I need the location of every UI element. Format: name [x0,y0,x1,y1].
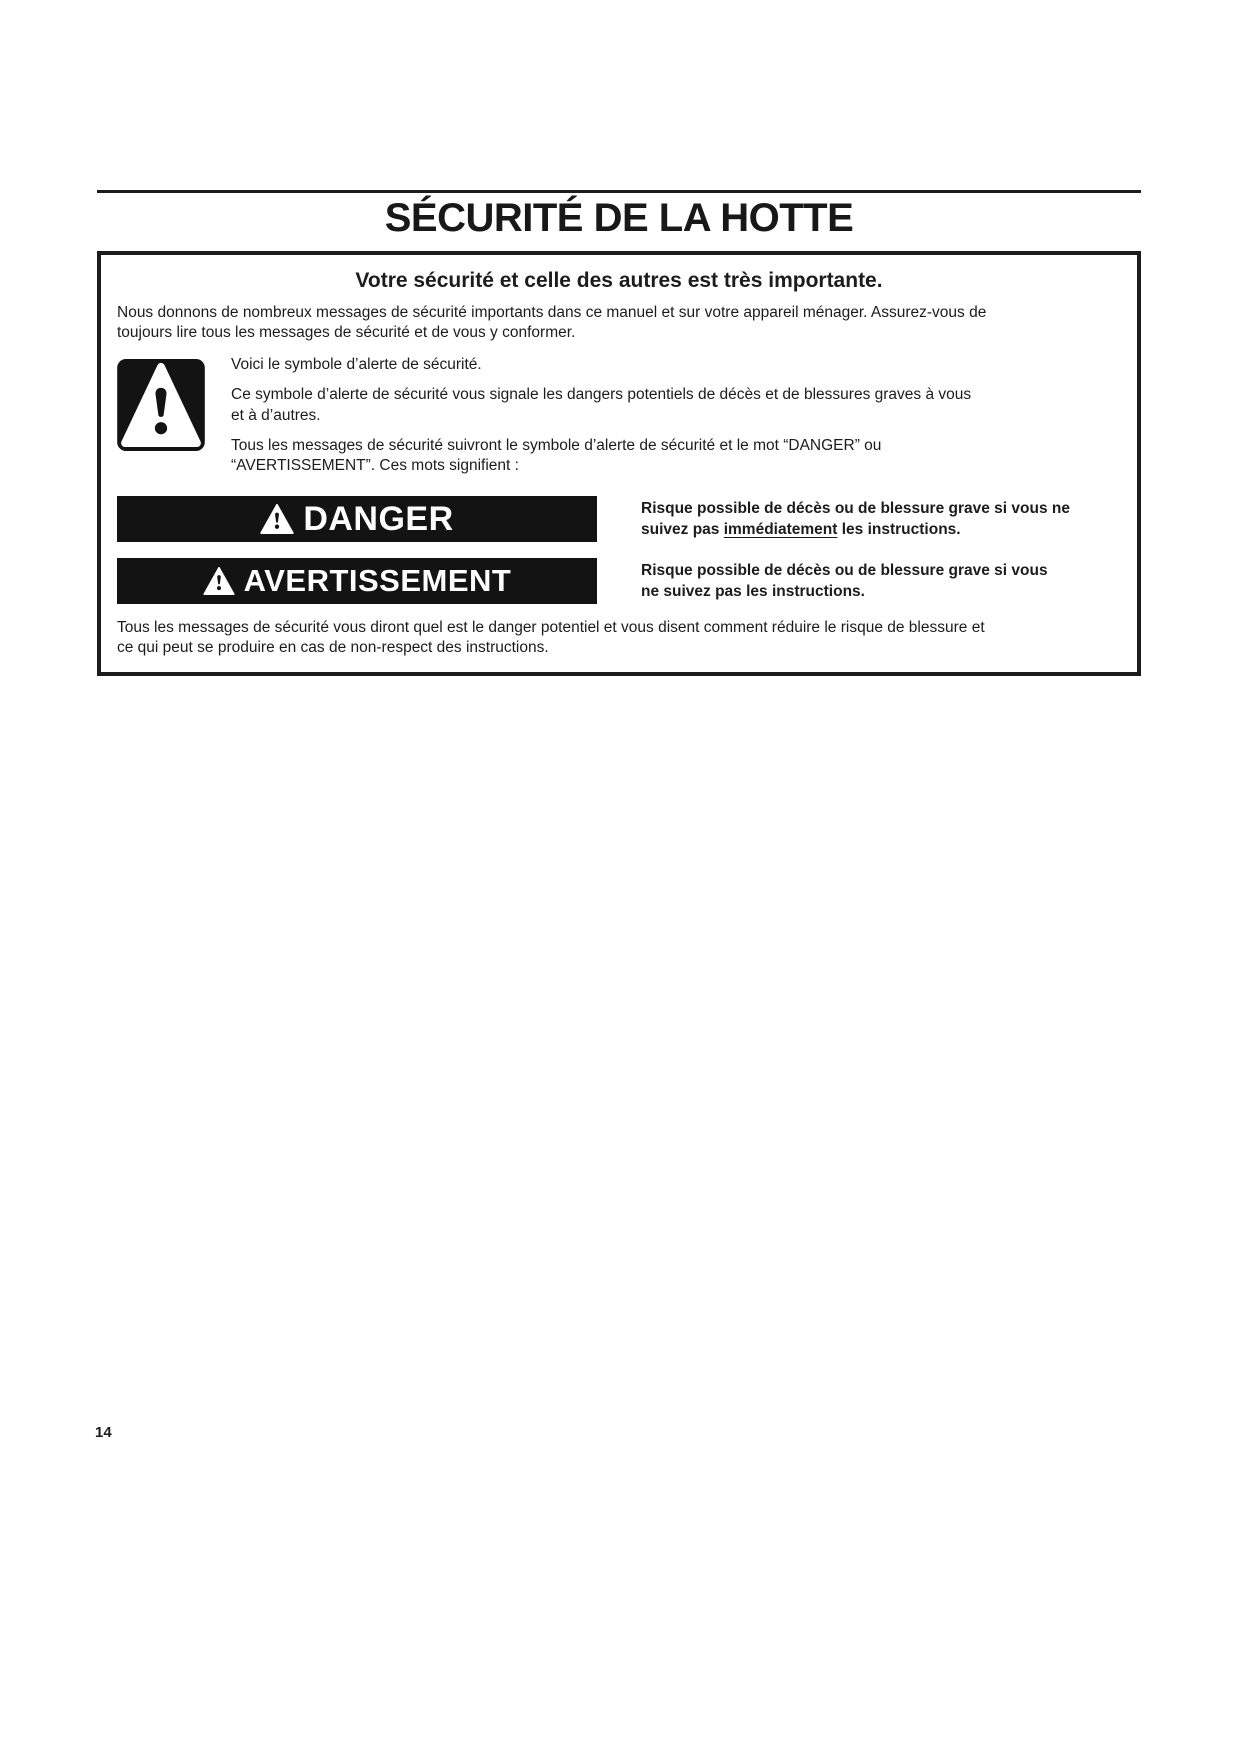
intro-line-1: Nous donnons de nombreux messages de sécurité importants dans ce manuel et sur votre appareil ménager. Assurez-vous de [117,304,987,321]
page-title: SÉCURITÉ DE LA HOTTE [384,196,854,240]
danger-description-line-2 [641,520,1121,541]
warning-triangle-icon [203,567,235,595]
safety-box [97,251,1141,676]
symbol-paragraph-3-line-1: Tous les messages de sécurité suivront le symbole d’alerte de sécurité et le mot “DANGER” ou [231,436,882,454]
alert-symbol-row [117,355,1121,476]
symbol-paragraph-3-line-2: “AVERTISSEMENT”. Ces mots signifient : [231,456,519,474]
danger-desc-line2-before: suivez pas [641,520,724,538]
symbol-paragraph-2-line-1: Ce symbole d’alerte de sécurité vous signale les dangers potentiels de décès et de blessures graves à vous [231,386,972,404]
alert-symbol-text [231,355,1111,476]
symbol-paragraph-2-line-2: et à d’autres. [231,406,321,424]
danger-desc-line2-after: les instructions. [837,520,961,538]
danger-banner [117,496,597,542]
footer-paragraph [117,618,1121,658]
danger-description-line-1: Risque possible de décès ou de blessure grave si vous ne [641,499,1070,517]
warning-description-line-2: ne suivez pas les instructions. [641,582,865,600]
danger-row [117,496,1121,542]
safety-box-heading: Votre sécurité et celle des autres est très importante. [355,269,883,292]
danger-desc-line2-underlined: immédiatement [723,520,838,538]
warning-banner [117,558,597,604]
warning-description-line-1: Risque possible de décès ou de blessure grave si vous [641,561,1048,579]
warning-row [117,558,1121,604]
page-content [97,190,1141,676]
danger-description [641,496,1121,541]
footer-line-1: Tous les messages de sécurité vous diront quel est le danger potentiel et vous disent comment réduire le risque de blessure et [117,618,985,636]
warning-banner-label: AVERTISSEMENT [243,563,512,599]
footer-line-2: ce qui peut se produire en cas de non-respect des instructions. [117,639,549,657]
page-number: 14 [95,1424,112,1441]
intro-line-2: toujours lire tous les messages de sécurité et de vous y conformer. [117,324,576,342]
danger-banner-label: DANGER [303,499,454,538]
safety-alert-triangle-icon [117,359,205,451]
symbol-paragraph-1: Voici le symbole d’alerte de sécurité. [231,356,482,374]
intro-paragraph [117,303,1121,343]
symbol-paragraph-3 [231,436,1111,476]
top-rule [97,190,1141,193]
symbol-paragraph-2 [231,385,1111,425]
warning-description [641,558,1121,603]
warning-triangle-icon [260,504,294,534]
